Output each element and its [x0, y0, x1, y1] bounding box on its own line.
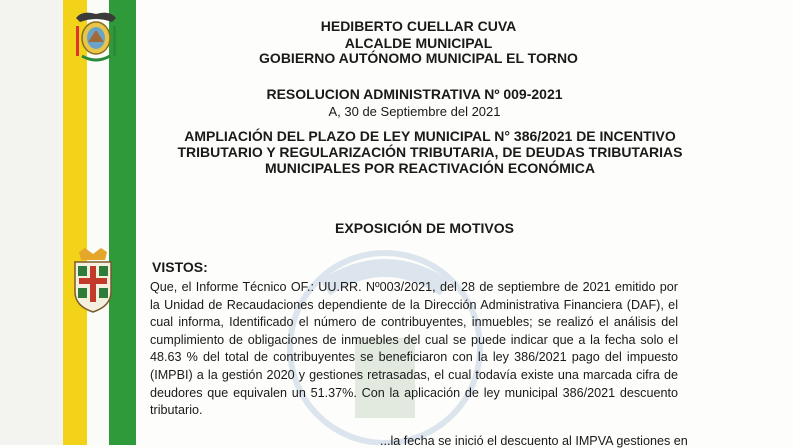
mayor-title: ALCALDE MUNICIPAL — [344, 35, 493, 51]
government-name: GOBIERNO AUTÓNOMO MUNICIPAL EL TORNO — [259, 50, 578, 66]
paragraph-text: Que, el Informe Técnico OF.: UU.RR. Nº003/2021, del 28 de septiembre de 2021 emitido por la Unidad de Recaudaciones dependiente de la Dirección Administrativa Financiera (DAF), el cual informa, Identificado el número de contribuyentes, inmuebles; se realizó el análisis del cumplimiento de obligaciones de inmuebles del cual se puede indicar que a la fecha solo el 48.63 % del total de contribuyentes se beneficiaron con la ley 386/2021 pago del impuesto (IMPBI) a la gestión 2020 y gestiones retrasadas, el cual todavía existe una marcada cifra de deudores que equivalen un 51.37%. Con la aplicación de ley municipal 386/2021 descuento tributario. — [150, 280, 678, 418]
municipal-crest-icon — [71, 248, 115, 314]
mayor-name: HEDIBERTO CUELLAR CUVA — [320, 18, 517, 34]
cut-off-line: ...la fecha se inició el descuento al IMPVA gestiones en — [380, 434, 688, 448]
resolution-date: A, 30 de Septiembre del 2021 — [328, 104, 501, 119]
body-paragraph — [150, 279, 678, 420]
section-heading: EXPOSICIÓN DE MOTIVOS — [335, 220, 514, 236]
vistos-label: VISTOS: — [152, 259, 208, 275]
document-title: AMPLIACIÓN DEL PLAZO DE LEY MUNICIPAL N° 386/2021 DE INCENTIVO TRIBUTARIO Y REGULARIZACIÓN TRIBUTARIA, DE DEUDAS TRIBUTARIAS MUNICIPALES POR REACTIVACIÓN ECONÓMICA — [177, 128, 683, 176]
resolution-number: RESOLUCION ADMINISTRATIVA Nº 009-2021 — [266, 86, 563, 102]
